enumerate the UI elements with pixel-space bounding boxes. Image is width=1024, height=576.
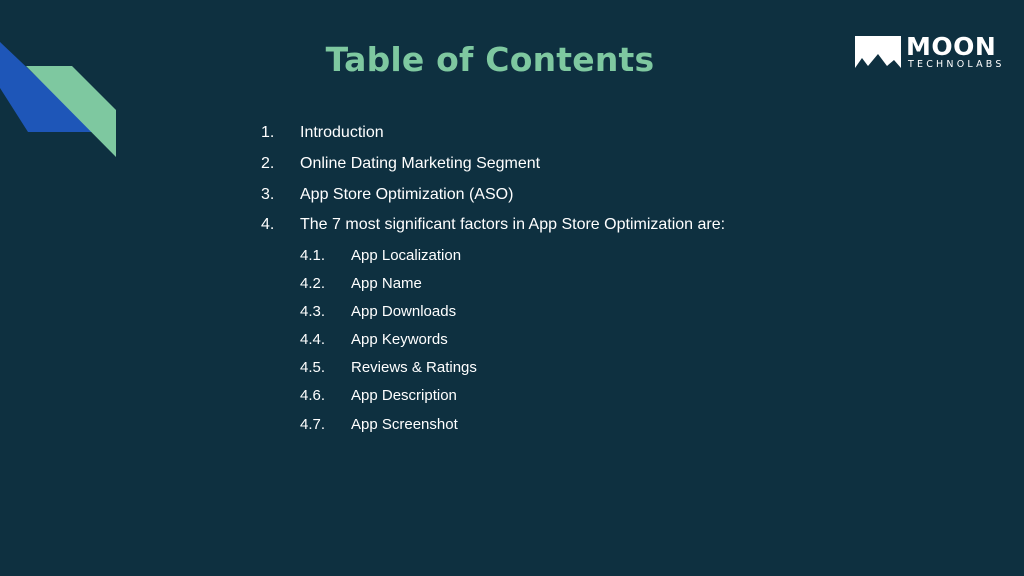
- toc-item-label: Online Dating Marketing Segment: [300, 155, 541, 172]
- toc-item-label: Introduction: [300, 124, 384, 141]
- page-title: Table of Contents: [325, 40, 655, 79]
- toc-subitem-label: App Description: [351, 387, 457, 404]
- toc-subitem-number: 4.4.: [300, 331, 326, 348]
- toc-item-number: 1.: [261, 124, 275, 141]
- toc-subitem-number: 4.2.: [300, 275, 326, 292]
- toc-item-number: 3.: [261, 186, 275, 203]
- toc-subitem-number: 4.3.: [300, 303, 326, 320]
- toc-item-number: 4.: [261, 216, 275, 233]
- toc-subitem-label: App Localization: [351, 247, 462, 264]
- logo-brand-text: MOON: [906, 32, 997, 61]
- toc-subitem-number: 4.7.: [300, 416, 326, 433]
- toc-subitem-number: 4.6.: [300, 387, 326, 404]
- toc-item-number: 2.: [261, 155, 275, 172]
- toc-item-label: The 7 most significant factors in App Store Optimization are:: [300, 216, 726, 233]
- logo-sub-text: TECHNOLABS: [908, 59, 1005, 70]
- toc-subitem-label: App Name: [351, 275, 422, 292]
- toc-subitem-label: App Screenshot: [351, 416, 458, 433]
- toc-subitem-number: 4.1.: [300, 247, 326, 264]
- toc-subitem-number: 4.5.: [300, 359, 326, 376]
- toc-subitem-label: App Keywords: [351, 331, 448, 348]
- toc-subitem-label: Reviews & Ratings: [351, 359, 477, 376]
- toc-subitem-label: App Downloads: [351, 303, 457, 320]
- toc-item-label: App Store Optimization (ASO): [300, 186, 514, 203]
